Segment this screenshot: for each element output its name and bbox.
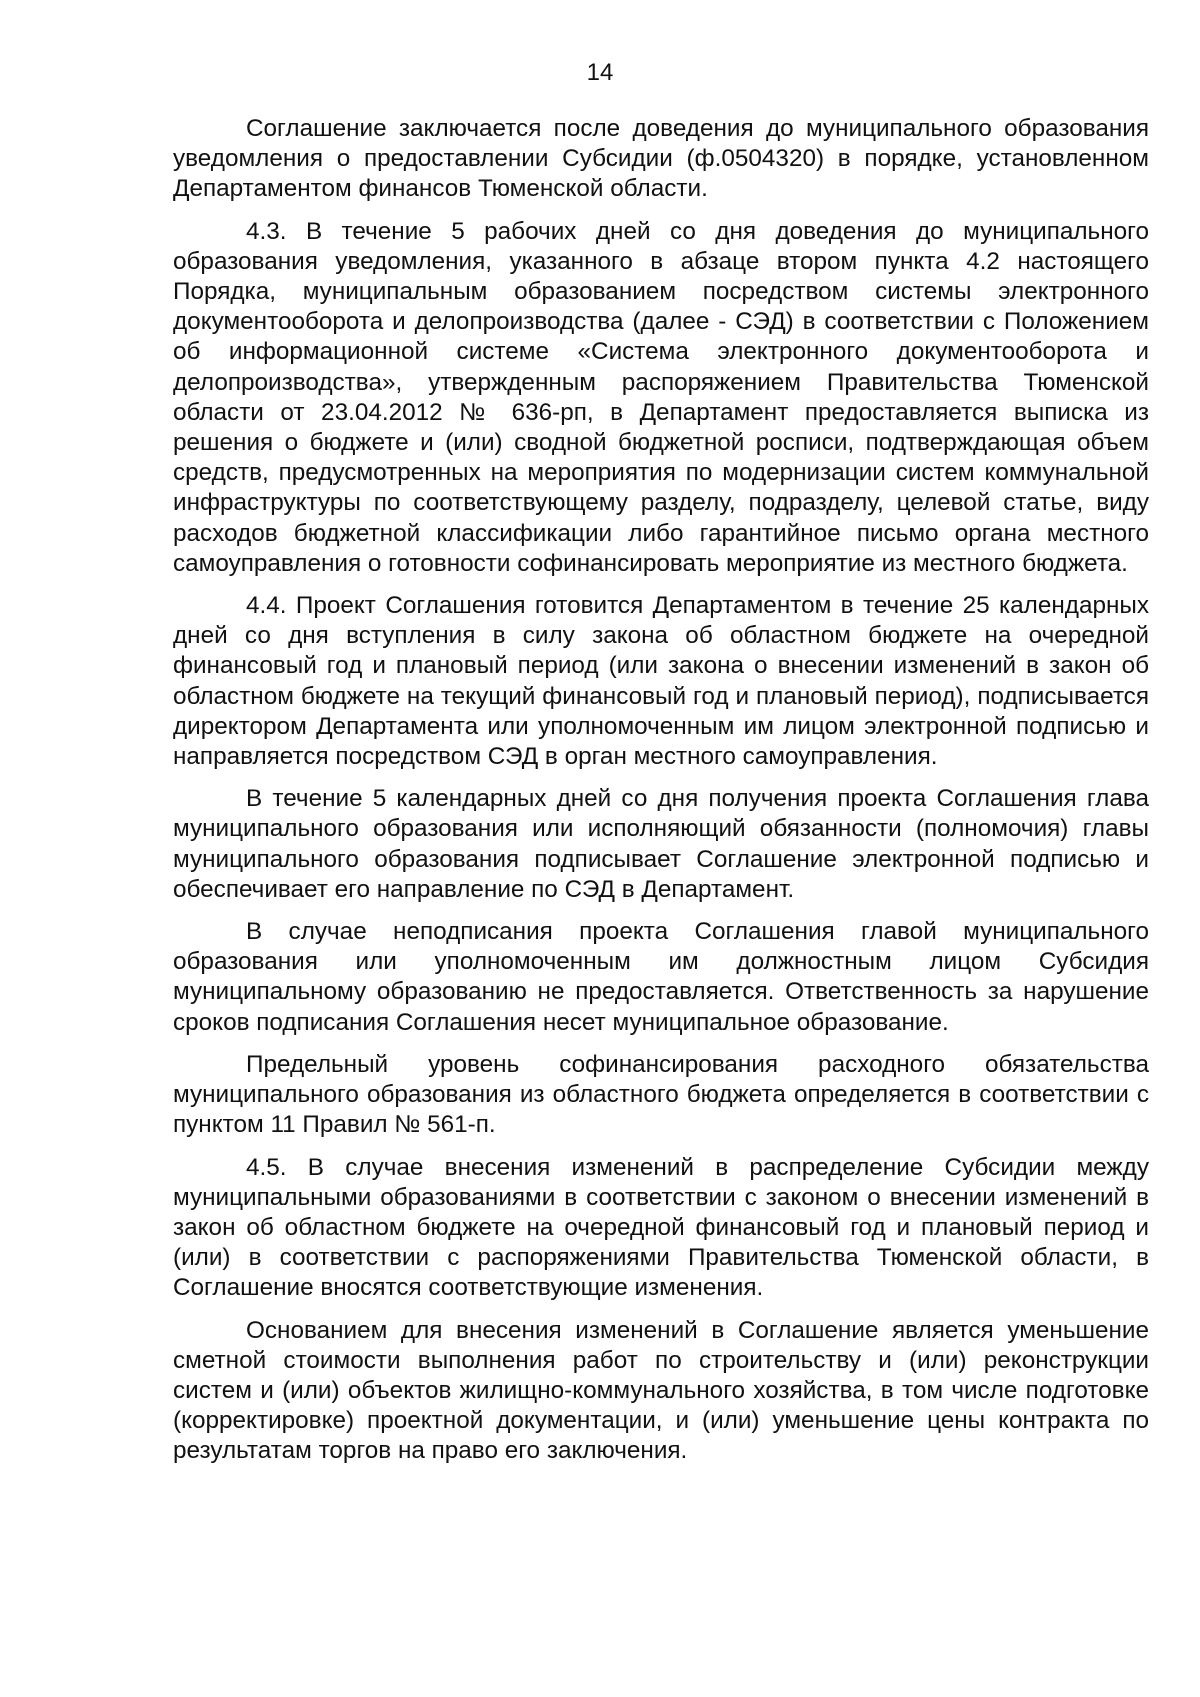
paragraph-4-3: 4.3. В течение 5 рабочих дней со дня доведения до муниципального образования уведомления, указанного в абзаце втором пункта 4.2 настоящего Порядка, муниципальным образованием посредством системы электронного документооборота и делопроизводства (далее - СЭД) в соответствии с Положением об информационной системе «Система электронного документооборота и делопроизводства», утвержденным распоряжением Правительства Тюменской области от 23.04.2012 № 636-рп, в Департамент предоставляется выписка из решения о бюджете и (или) сводной бюджетной росписи, подтверждающая объем средств, предусмотренных на мероприятия по модернизации систем коммунальной инфраструктуры по соответствующему разделу, подразделу, целевой статье, виду расходов бюджетной классификации либо гарантийное письмо органа местного самоуправления о готовности софинансировать мероприятие из местного бюджета. — [173, 217, 1149, 577]
paragraph-unsigned-case: В случае неподписания проекта Соглашения главой муниципального образования или уполномоченным им должностным лицом Субсидия муниципальному образованию не предоставляется. Ответственность за нарушение сроков подписания Соглашения несет муниципальное образование. — [173, 918, 1149, 1036]
page-number: 14 — [586, 59, 614, 86]
paragraph-change-basis: Основанием для внесения изменений в Соглашение является уменьшение сметной стоимости выполнения работ по строительству и (или) реконструкции систем и (или) объектов жилищно-коммунального хозяйства, в том числе подготовке (корректировке) проектной документации, и (или) уменьшение цены контракта по результатам торгов на право его заключения. — [173, 1316, 1149, 1465]
paragraph-4-4: 4.4. Проект Соглашения готовится Департаментом в течение 25 календарных дней со дня вступления в силу закона об областном бюджете на очередной финансовый год и плановый период (или закона о внесении изменений в закон об областном бюджете на текущий финансовый год и плановый период), подписывается директором Департамента или уполномоченным им лицом электронной подписью и направляется посредством СЭД в орган местного самоуправления. — [173, 592, 1149, 771]
document-body — [173, 114, 1149, 1479]
paragraph-signing-term: В течение 5 календарных дней со дня получения проекта Соглашения глава муниципального образования или исполняющий обязанности (полномочия) главы муниципального образования подписывает Соглашение электронной подписью и обеспечивает его направление по СЭД в Департамент. — [173, 785, 1149, 903]
paragraph-agreement-conclusion: Соглашение заключается после доведения до муниципального образования уведомления о предоставлении Субсидии (ф.0504320) в порядке, установленном Департаментом финансов Тюменской области. — [173, 115, 1149, 203]
paragraph-cofinancing-level: Предельный уровень софинансирования расходного обязательства муниципального образования из областного бюджета определяется в соответствии с пунктом 11 Правил № 561-п. — [173, 1050, 1149, 1139]
paragraph-4-5: 4.5. В случае внесения изменений в распределение Субсидии между муниципальными образованиями в соответствии с законом о внесении изменений в закон об областном бюджете на очередной финансовый год и плановый период и (или) в соответствии с распоряжениями Правительства Тюменской области, в Соглашение вносятся соответствующие изменения. — [173, 1153, 1149, 1302]
